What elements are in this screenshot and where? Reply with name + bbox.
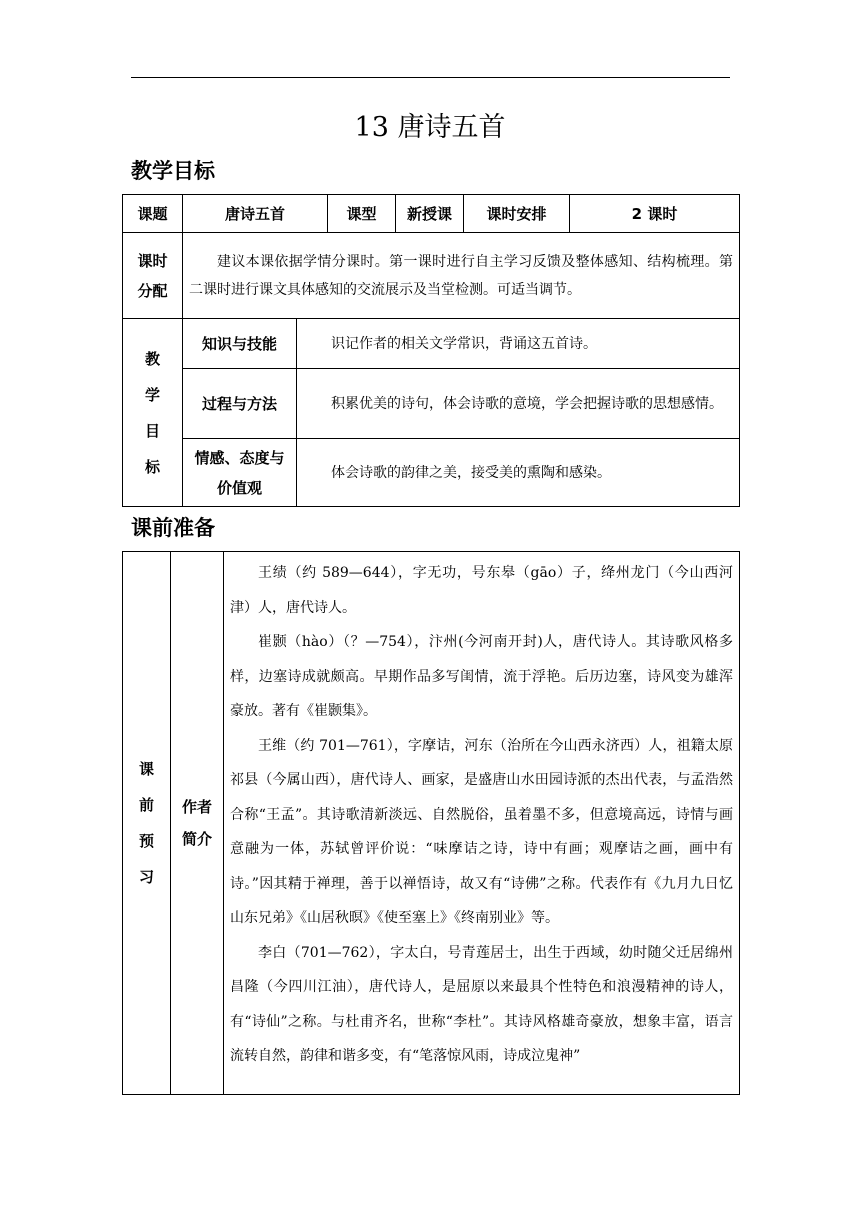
section-heading-prep: 课前准备 <box>131 516 215 540</box>
emotion-text: 体会诗歌的韵律之美，接受美的熏陶和感染。 <box>297 439 740 507</box>
emotion-label: 情感、态度与 价值观 <box>183 439 297 507</box>
author-bios <box>224 552 740 1095</box>
label-topic: 课题 <box>123 195 183 233</box>
prep-table <box>122 551 740 1095</box>
knowledge-text: 识记作者的相关文学常识，背诵这五首诗。 <box>297 319 740 369</box>
goals-label: 教 学 目 标 <box>123 319 183 507</box>
bio-paragraph: 王绩（约 589—644），字无功，号东皋（gāo）子，绛州龙门（今山西河津）人，唐代诗人。 <box>230 565 733 616</box>
bio-paragraph: 崔颢（hào）（？—754），汴州(今河南开封)人，唐代诗人。其诗歌风格多样，边塞诗成就颇高。早期作品多写闺情，流于浮艳。后历边塞，诗风变为雄浑豪放。著有《崔颢集》。 <box>230 634 733 719</box>
section-heading-goals: 教学目标 <box>131 159 215 183</box>
header-rule <box>131 77 730 78</box>
label-schedule: 课时安排 <box>464 195 570 233</box>
process-label: 过程与方法 <box>183 369 297 439</box>
bio-paragraph: 李白（701—762），字太白，号青莲居士，出生于西域，幼时随父迁居绵州昌隆（今四川江油），唐代诗人，是屈原以来最具个性特色和浪漫精神的诗人，有“诗仙”之称。与杜甫齐名，世称“李杜”。其诗风格雄奇豪放，想象丰富，语言流转自然，韵律和谐多变，有“笔落惊风雨，诗成泣鬼神” <box>230 944 733 1064</box>
page-title: 13 唐诗五首 <box>354 112 506 143</box>
author-label: 作者 简介 <box>171 552 224 1095</box>
topic-value: 唐诗五首 <box>183 195 328 233</box>
schedule-value: 2 课时 <box>570 195 740 233</box>
goals-table <box>122 194 740 507</box>
label-type: 课型 <box>328 195 396 233</box>
preview-label: 课 前 预 习 <box>123 552 171 1095</box>
bio-paragraph: 王维（约 701—761），字摩诘，河东（治所在今山西永济西）人，祖籍太原祁县（今属山西），唐代诗人、画家，是盛唐山水田园诗派的杰出代表，与孟浩然合称“王孟”。其诗歌清新淡远、自然脱俗，虽着墨不多，但意境高远，诗情与画意融为一体，苏轼曾评价说：“味摩诘之诗，诗中有画；观摩诘之画，画中有诗。”因其精于禅理，善于以禅悟诗，故又有“诗佛”之称。代表作有《九月九日忆山东兄弟》《山居秋暝》《使至塞上》《终南别业》等。 <box>230 737 733 926</box>
alloc-text: 建议本课依据学情分课时。第一课时进行自主学习反馈及整体感知、结构梳理。第二课时进行课文具体感知的交流展示及当堂检测。可适当调节。 <box>183 233 740 319</box>
process-text: 积累优美的诗句，体会诗歌的意境，学会把握诗歌的思想感情。 <box>297 369 740 439</box>
type-value: 新授课 <box>396 195 464 233</box>
alloc-label: 课时 分配 <box>123 233 183 319</box>
knowledge-label: 知识与技能 <box>183 319 297 369</box>
